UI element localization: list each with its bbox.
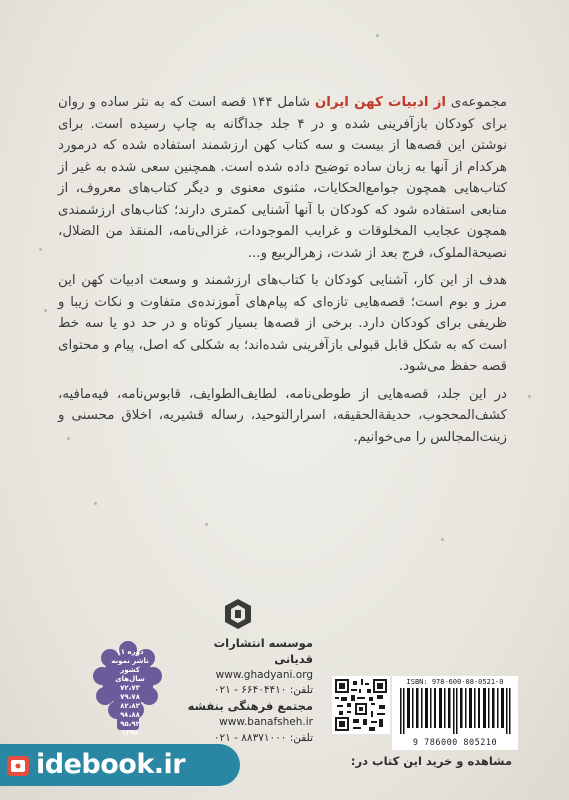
paper-speck bbox=[376, 34, 379, 37]
publisher-phone: تلفن: ۶۶۴۰۴۴۱۰ - ۰۲۱ bbox=[213, 684, 313, 697]
banner-logo-background bbox=[0, 744, 240, 786]
series-title: از ادبیات کهن ایران bbox=[314, 95, 447, 110]
phone-icon bbox=[7, 756, 29, 776]
isbn-barcode bbox=[392, 676, 518, 750]
complex-phone: تلفن: ۸۸۳۷۱۰۰۰ - ۰۲۱ bbox=[213, 731, 313, 744]
publisher-info bbox=[175, 636, 313, 747]
publisher-logo-icon bbox=[221, 597, 255, 631]
description-text bbox=[58, 92, 507, 454]
paper-speck bbox=[94, 502, 97, 505]
paragraph-3: در این جلد، قصه‌هایی از طوطی‌نامه، لطایف‌الطوایف، قابوس‌نامه، فیه‌مافیه، کشف‌المحجوب، حدیقة‌الحقیقه، اسرارالتوحید، رساله قشیریه، اخلاق محسنی و زینت‌المجالس را می‌خوانیم. bbox=[58, 386, 507, 445]
paragraph-2: هدف از این کار، آشنایی کودکان با کتاب‌های ارزشمند و وسعت ادبیات کهن این مرز و بوم است؛ قصه‌هایی تازه‌ای که پیام‌های آموزنده‌ی متفاوت و نکات زیبا و ظریفی برای کودکان دارد. برخی از قصه‌ها بسیار کوتاه و در حد دو یا سه خط است که به شکل قابل قبولی بازآفرینی شده‌اند؛ به شکلی که اصل، پیام و محتوای قصه حفظ می‌شود. bbox=[58, 273, 507, 374]
publisher-website: www.ghadyani.org bbox=[215, 668, 313, 681]
complex-website: www.banafsheh.ir bbox=[219, 715, 313, 728]
cultural-complex-name: مجتمع فرهنگی بنفشه bbox=[187, 699, 313, 714]
publisher-name: موسسه انتشارات قدیانی bbox=[213, 636, 313, 666]
promo-banner[interactable] bbox=[0, 744, 569, 800]
qr-code bbox=[332, 676, 390, 734]
barcode-digits: 9 786000 805210 bbox=[412, 738, 498, 748]
paper-speck bbox=[205, 523, 208, 526]
paper-speck bbox=[528, 395, 531, 398]
isbn-label: ISBN: 978-600-08-0521-0 bbox=[406, 678, 504, 686]
qr-code-icon bbox=[335, 679, 387, 731]
paragraph-1: مجموعه‌ی از ادبیات کهن ایران شامل ۱۴۴ قصه است که به نثر ساده و روان برای کودکان بازآفرینی شده و در ۴ جلد جداگانه به چاپ رسیده است. برای نوشتن این قصه‌ها از بیست و سه کتاب کهن ارزشمند استفاده شده که درمورد هرکدام از آنها به زبان ساده توضیح داده شده است. همچنین سعی شده به غیر از کتاب‌هایی همچون جوامع‌الحکایات، مثنوی معنوی و دیگر کتاب‌های معروف، از منابعی استفاده شود که کودکان با آنها آشنایی کمتری دارند؛ کتاب‌های ارزشمندی همچون عجایب المخلوقات و غرایب الموجودات، غزالی‌نامه، المنقذ من الضلال، نصیحة‌الملوک، فرج بعد از شدت، زهرالربیع و... bbox=[58, 95, 507, 261]
banner-caption: مشاهده و خرید این کتاب در: bbox=[350, 754, 512, 768]
paper-speck bbox=[441, 538, 444, 541]
paper-speck bbox=[39, 248, 42, 251]
banner-logo-text: idebook.ir bbox=[36, 749, 186, 780]
barcode-icon bbox=[398, 688, 512, 734]
award-text: ۱۱ دوره ناشر نمونه کشور سال‌های ۷۲،۷۳ ۷۹،۷۸ ۸۲،۸۳ ۹۱،۸۸ ۹۵،۹۲ ۱۳۹۶ bbox=[111, 648, 149, 737]
paper-speck bbox=[44, 309, 47, 312]
